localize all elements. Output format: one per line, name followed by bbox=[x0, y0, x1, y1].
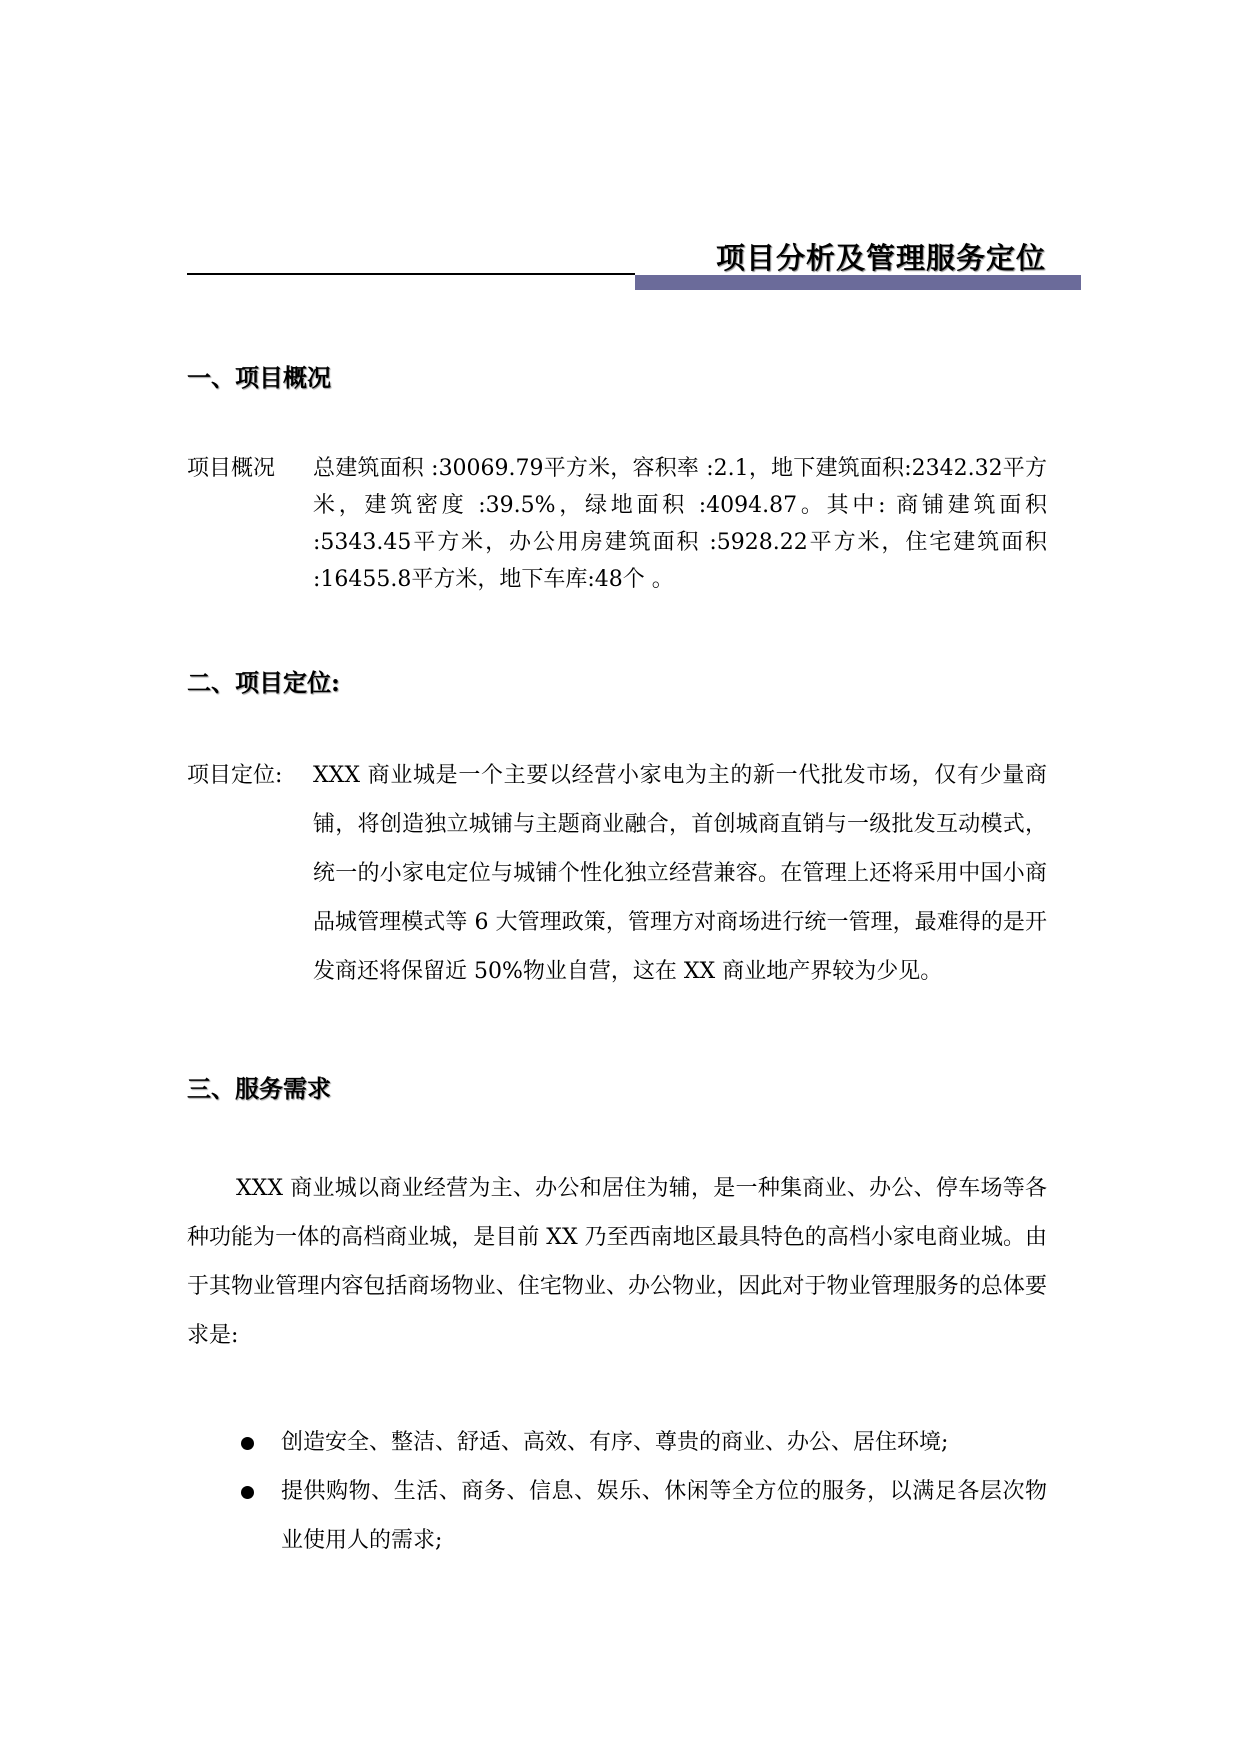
bullet-icon bbox=[241, 1486, 254, 1499]
overview-paragraph bbox=[187, 450, 1047, 598]
page-header-title: 项目分析及管理服务定位 bbox=[715, 241, 1046, 275]
requirements-list bbox=[237, 1418, 1047, 1565]
list-item bbox=[237, 1418, 1047, 1467]
section-heading-service-needs: 三、服务需求 bbox=[187, 1074, 331, 1103]
positioning-label: 项目定位: bbox=[187, 763, 283, 788]
overview-label: 项目概况 bbox=[187, 456, 276, 481]
positioning-paragraph bbox=[187, 751, 1047, 996]
list-item bbox=[237, 1467, 1047, 1565]
overview-text: 总建筑面积 :30069.79平方米，容积率 :2.1，地下建筑面积:2342.32平方米，建筑密度 :39.5%，绿地面积 :4094.87。其中: 商铺建筑面积 :5343.45平方米，办公用房建筑面积 :5928.22平方米，住宅建筑面积 :16455.8平方米，地下车库:48个 。 bbox=[313, 456, 1047, 592]
positioning-text: XXX 商业城是一个主要以经营小家电为主的新一代批发市场，仅有少量商铺，将创造独立城铺与主题商业融合，首创城商直销与一级批发互动模式，统一的小家电定位与城铺个性化独立经营兼容。在管理上还将采用中国小商品城管理模式等 6 大管理政策，管理方对商场进行统一管理，最难得的是开发商还将保留近 50%物业自营，这在 XX 商业地产界较为少见。 bbox=[313, 763, 1047, 984]
header-rule bbox=[187, 273, 635, 275]
service-needs-paragraph: XXX 商业城以商业经营为主、办公和居住为辅，是一种集商业、办公、停车场等各种功能为一体的高档商业城，是目前 XX 乃至西南地区最具特色的高档小家电商业城。由于其物业管理内容包括商场物业、住宅物业、办公物业，因此对于物业管理服务的总体要求是: bbox=[187, 1176, 1047, 1348]
list-item-text: 提供购物、生活、商务、信息、娱乐、休闲等全方位的服务，以满足各层次物业使用人的需求; bbox=[281, 1479, 1047, 1553]
section-heading-overview: 一、项目概况 bbox=[187, 363, 331, 392]
bullet-icon bbox=[241, 1437, 254, 1450]
header-accent-bar bbox=[635, 275, 1081, 290]
section-heading-positioning: 二、项目定位: bbox=[187, 668, 340, 697]
list-item-text: 创造安全、整洁、舒适、高效、有序、尊贵的商业、办公、居住环境; bbox=[281, 1430, 949, 1455]
